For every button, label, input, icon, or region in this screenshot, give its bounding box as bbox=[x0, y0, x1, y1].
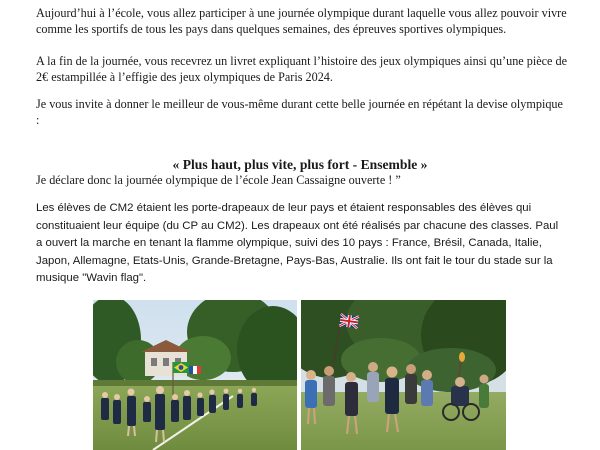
paragraph-invite: Je vous invite à donner le meilleur de vous-même durant cette belle journée en répétant la devise olympique : bbox=[36, 97, 563, 127]
photo-flag-bearers bbox=[301, 300, 506, 450]
photo-parade-field bbox=[93, 300, 297, 450]
paragraph-booklet: A la fin de la journée, vous recevrez un livret expliquant l’histoire des jeux olympiques ainsi qu’une pièce de 2€ estampillée à l’effigie des jeux olympiques de Paris 2024. bbox=[36, 54, 568, 84]
paragraph-cm2-flag-bearers: Les élèves de CM2 étaient les porte-drapeaux de leur pays et étaient responsables des élèves qui constituaient leur équipe (du CP au CM2). Les drapeaux ont été réalisés par chacune des classes. Paul a ouvert la marche en tenant la flamme olympique, suivi des 10 pays : France, Brésil, Canada, Italie, Japon, Allemagne, Etats-Unis, Grande-Bretagne, Pays-Bas, Australie. Ils ont fait le tour du stade sur la musique "Wavin flag". bbox=[36, 202, 559, 284]
olympic-motto: « Plus haut, plus vite, plus fort - Ensemble » bbox=[172, 156, 428, 172]
paragraph-intro: Aujourd’hui à l’école, vous allez participer à une journée olympique durant laquelle vous allez pouvoir vivre comme les sportifs de tous les pays dans quelques semaines, des épreuves sportives olympiques. bbox=[36, 6, 567, 36]
paragraph-declaration: Je déclare donc la journée olympique de l’école Jean Cassaigne ouverte ! ” bbox=[36, 173, 401, 187]
